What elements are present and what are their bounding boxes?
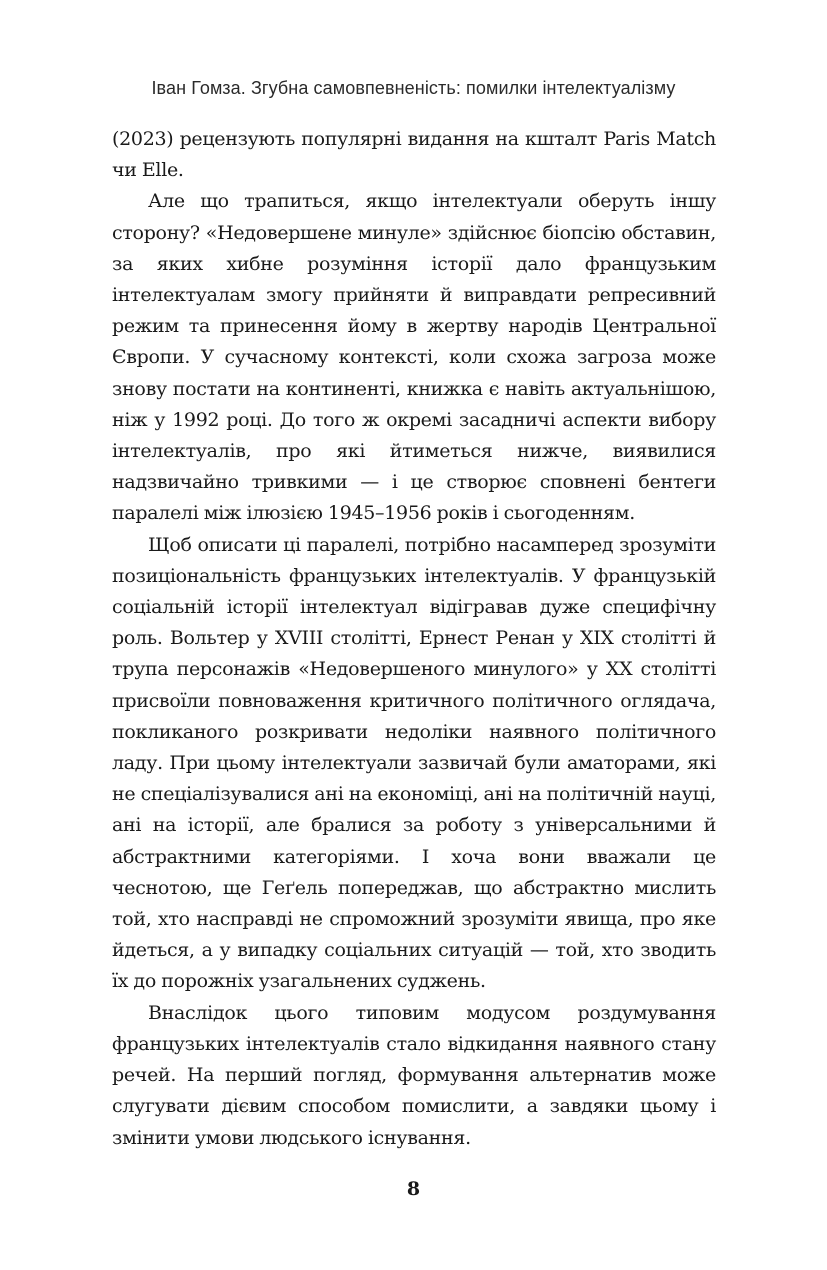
page-number: 8 [406, 1178, 421, 1200]
paragraph: Але що трапиться, якщо інтелектуали оберуть іншу сторону? «Недовершене минуле» здійснює біопсію обставин, за яких хибне розуміння історії дало французьким інтелектуалам змогу прийняти й виправдати репресивний режим та принесення йому в жертву народів Центральної Європи. У сучасному контексті, коли схожа загроза може знову постати на континенті, книжка є навіть актуальнішою, ніж у 1992 році. До того ж окремі засадничі аспекти вибору інтелектуалів, про які йтиметься нижче, виявилися надзвичайно тривкими — і це створює сповнені бентеги паралелі між ілюзією 1945–1956 років і сьогоденням. [112, 190, 716, 525]
paragraph: Щоб описати ці паралелі, потрібно насамперед зрозуміти позиціональність французьких інтелектуалів. У французькій соціальній історії інтелектуал відігравав дуже специфічну роль. Вольтер у XVIII столітті, Ернест Ренан у XIX столітті й трупа персонажів «Недовершеного минулого» у XX столітті присвоїли повноваження критичного політичного оглядача, покликаного розкривати недоліки наявного політичного ладу. При цьому інтелектуали зазвичай були аматорами, які не спеціалізувалися ані на економіці, ані на політичній науці, ані на історії, але бралися за роботу з універсальними й абстрактними категоріями. І хоча вони вважали це чеснотою, ще Геґель попереджав, що абстрактно мислить той, хто насправді не спроможний зрозуміти явища, про яке йдеться, а у випадку соціальних ситуацій — той, хто зводить їх до порожніх узагальнених суджень. [112, 533, 716, 993]
paragraph: Внаслідок цього типовим модусом роздумування французьких інтелектуалів стало відкидання наявного стану речей. На перший погляд, формування альтернатив може слугувати дієвим способом помислити, а завдяки цьому і змінити умови людського існування. [112, 1001, 716, 1149]
paragraph-continuation: (2023) рецензують популярні видання на кшталт Paris Match чи Elle. [112, 128, 716, 182]
body-text [112, 124, 716, 1154]
running-header: Іван Гомза. Згубна самовпевненість: помилки інтелектуалізму [151, 78, 676, 98]
